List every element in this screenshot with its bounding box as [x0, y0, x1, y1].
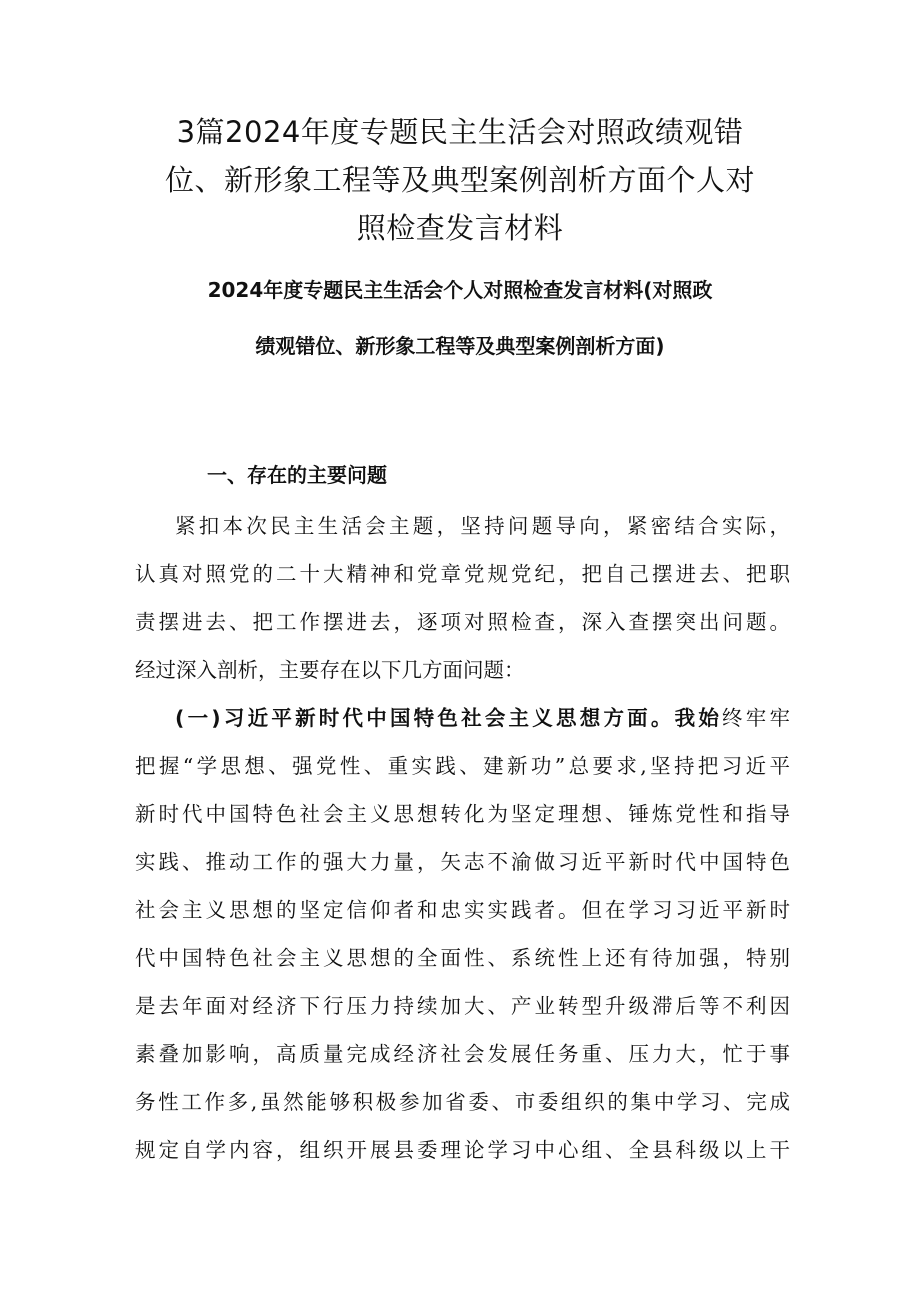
- subsection-lead: (一)习近平新时代中国特色社会主义思想方面。我始: [175, 706, 723, 730]
- document-title: [130, 108, 790, 252]
- body-text: [135, 510, 790, 1182]
- paragraph-line: 实践、推动工作的强大力量，矢志不渝做习近平新时代中国特色: [135, 850, 790, 874]
- paragraph-line: 代中国特色社会主义思想的全面性、系统性上还有待加强，特别: [135, 946, 790, 970]
- subtitle-line: 绩观错位、新形象工程等及典型案例剖析方面): [255, 334, 665, 358]
- paragraph-line: 紧扣本次民主生活会主题，坚持问题导向，紧密结合实际，: [175, 514, 790, 538]
- paragraph-line: 务性工作多,虽然能够积极参加省委、市委组织的集中学习、完成: [135, 1090, 790, 1114]
- section-heading: 一、存在的主要问题: [207, 463, 387, 487]
- paragraph-line: 认真对照党的二十大精神和党章党规党纪，把自己摆进去、把职: [135, 562, 790, 586]
- paragraph-line: 把握“学思想、强党性、重实践、建新功”总要求,坚持把习近平: [135, 754, 790, 778]
- document-subtitle: [150, 262, 770, 374]
- title-line: 位、新形象工程等及典型案例剖析方面个人对: [164, 163, 755, 197]
- paragraph-line: 新时代中国特色社会主义思想转化为坚定理想、锤炼党性和指导: [135, 802, 790, 826]
- paragraph-line: [135, 702, 790, 750]
- subtitle-line: 2024年度专题民主生活会个人对照检查发言材料(对照政: [207, 278, 713, 302]
- title-line: 3篇2024年度专题民主生活会对照政绩观错: [176, 115, 744, 149]
- paragraph-line: 素叠加影响，高质量完成经济社会发展任务重、压力大，忙于事: [135, 1042, 790, 1066]
- paragraph-line: 规定自学内容，组织开展县委理论学习中心组、全县科级以上干: [135, 1138, 790, 1162]
- paragraph-text: 终牢牢: [722, 706, 790, 730]
- title-line: 照检查发言材料: [356, 211, 564, 245]
- paragraph-line: 经过深入剖析，主要存在以下几方面问题：: [135, 658, 525, 682]
- paragraph-line: 责摆进去、把工作摆进去，逐项对照检查，深入查摆突出问题。: [135, 610, 790, 634]
- paragraph-line: 是去年面对经济下行压力持续加大、产业转型升级滞后等不利因: [135, 994, 790, 1018]
- paragraph-line: 社会主义思想的坚定信仰者和忠实实践者。但在学习习近平新时: [135, 898, 790, 922]
